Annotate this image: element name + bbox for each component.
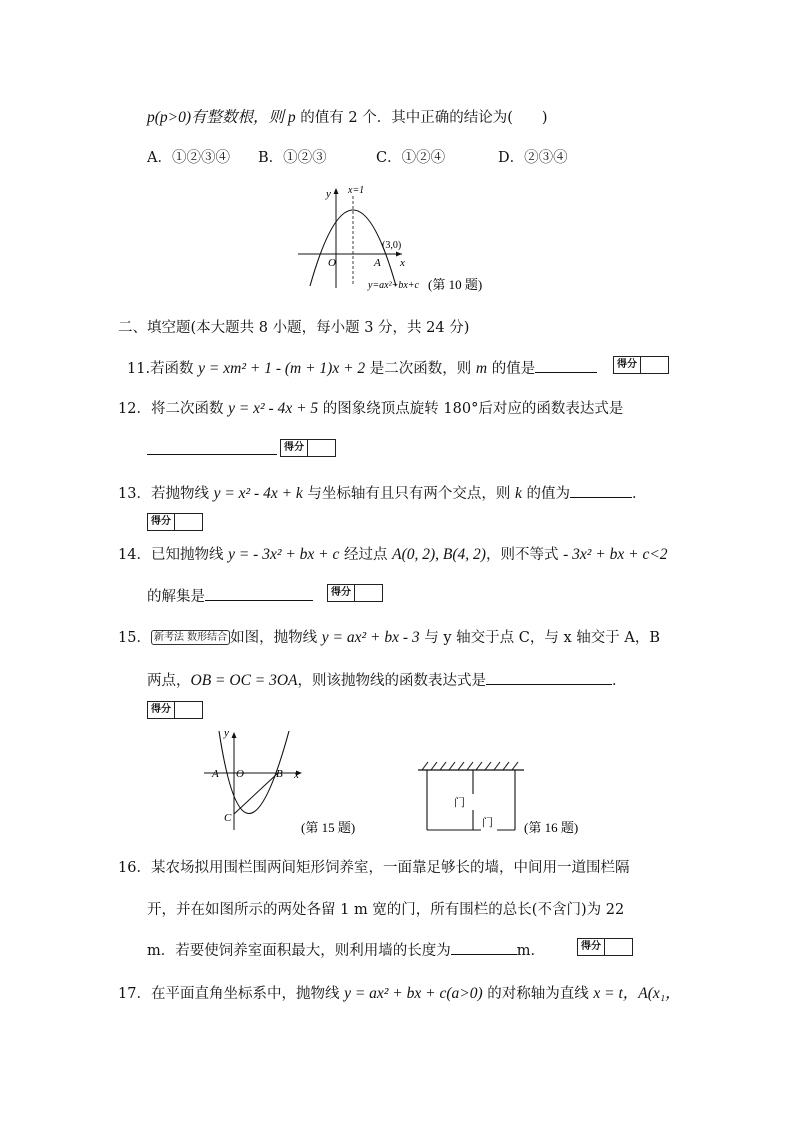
q17-tail: ，A(x₁， <box>622 985 681 1002</box>
q11-formula: y = xm² + 1 - (m + 1)x + 2 <box>198 360 366 377</box>
q15-pre: 如图，抛物线 <box>230 630 322 646</box>
q15-point-b: B <box>276 768 283 780</box>
q15-axis-x-label: x <box>294 769 299 781</box>
q10-tail-post: 的值有 2 个．其中正确的结论为( ) <box>295 110 548 126</box>
q10-x-arrow <box>396 252 402 257</box>
q13-end: ． <box>632 486 647 502</box>
q10-axis-x-label: x <box>400 257 405 269</box>
q10-tail-line <box>147 108 548 128</box>
q14-line2 <box>147 586 313 607</box>
q13-post: 与坐标轴有且只有两个交点，则 <box>302 486 516 502</box>
score-label: 得分 <box>148 702 175 718</box>
q15-line <box>118 628 660 648</box>
q15-end: ． <box>612 673 627 689</box>
q10-tail-mid: (p>0)有整数根，则 <box>154 109 288 126</box>
q13-line <box>118 483 647 504</box>
q16-line3 <box>147 940 545 961</box>
q17-number: 17． <box>118 986 151 1002</box>
q15-point-o: O <box>236 768 244 780</box>
q11-line <box>127 358 597 379</box>
q16-line1-text: 某农场拟用围栏围两间矩形饲养室，一面靠足够长的墙，中间用一道围栏隔 <box>150 860 630 876</box>
q16-line3-text: m．若要使饲养室面积最大，则利用墙的长度为 <box>147 943 451 959</box>
score-label: 得分 <box>281 440 308 456</box>
q14-pre: 已知抛物线 <box>150 547 229 563</box>
q15-axis-y-label: y <box>224 727 229 739</box>
q15-caption: (第 15 题) <box>301 820 356 835</box>
q10-option-b[interactable]: B．①②③ <box>258 150 327 166</box>
q17-post: 的对称轴为直线 <box>482 986 594 1002</box>
score-label: 得分 <box>328 585 355 601</box>
score-cell[interactable] <box>605 939 632 955</box>
q17-pre: 在平面直角坐标系中，抛物线 <box>150 986 345 1002</box>
score-cell[interactable] <box>175 514 202 530</box>
q14-post: 经过点 <box>339 547 393 563</box>
q17-formula: y = ax² + bx + c <box>344 985 447 1002</box>
q14-points: A(0, 2), B(4, 2) <box>392 546 486 563</box>
q10-origin-label: O <box>328 257 336 269</box>
q11-post: 是二次函数，则 <box>365 361 476 377</box>
q14-line <box>118 545 668 565</box>
q14-inequality: - 3x² + bx + c<2 <box>563 546 668 563</box>
q17-line <box>118 984 681 1004</box>
q10-var-p2: p <box>287 109 296 126</box>
q14-score-box[interactable] <box>327 584 383 602</box>
q15-line2 <box>147 670 627 691</box>
q16-wall-hatching <box>422 762 518 770</box>
q12-number: 12． <box>118 401 151 417</box>
q12-line <box>118 399 623 419</box>
score-cell[interactable] <box>355 585 382 601</box>
q10-option-a[interactable]: A．①②③④ <box>147 150 230 166</box>
q14-formula: y = - 3x² + bx + c <box>228 546 340 563</box>
q12-score-box[interactable] <box>280 439 336 457</box>
q13-post2: 的值为 <box>521 486 571 502</box>
score-label: 得分 <box>614 357 641 373</box>
q14-line2-text: 的解集是 <box>147 589 205 605</box>
score-label: 得分 <box>148 514 175 530</box>
q10-var-p: p <box>147 109 155 126</box>
q16-door1-label: 门 <box>454 797 465 809</box>
q10-axis-y-label: y <box>326 188 331 200</box>
q17-axis: x = t <box>593 985 623 1002</box>
section-heading: 二、填空题(本大题共 8 小题，每小题 3 分，共 24 分) <box>118 320 470 336</box>
q15-method-tag: 新考法 数形结合 <box>151 630 230 645</box>
q10-caption: (第 10 题) <box>428 277 483 292</box>
q11-answer-blank[interactable] <box>535 358 597 373</box>
q16-score-box[interactable] <box>577 938 633 956</box>
q13-number: 13． <box>118 486 151 502</box>
q16-number: 16． <box>118 860 151 876</box>
q15-point-a: A <box>212 768 219 780</box>
q14-answer-blank[interactable] <box>205 586 313 601</box>
q12-formula: y = x² - 4x + 5 <box>228 400 319 417</box>
q15-line2-pre: 两点， <box>147 673 191 689</box>
score-cell[interactable] <box>641 357 668 373</box>
q10-equation-label: y=ax²+bx+c <box>368 280 419 291</box>
q10-option-c[interactable]: C．①②④ <box>376 150 446 166</box>
q10-symmetry-label: x=1 <box>348 185 365 196</box>
q10-y-arrow <box>334 188 339 194</box>
score-cell[interactable] <box>308 440 335 456</box>
q15-y-arrow <box>232 732 237 738</box>
q15-number: 15． <box>118 630 151 646</box>
q10-point-a-label: A <box>374 257 381 269</box>
q13-var: k <box>515 485 522 502</box>
q13-pre: 若抛物线 <box>150 486 214 502</box>
q11-pre: 若函数 <box>150 361 199 377</box>
q12-answer-blank[interactable] <box>147 440 277 455</box>
q11-var: m <box>475 360 488 377</box>
q15-score-box[interactable] <box>147 701 203 719</box>
q16-line2: 开，并在如图所示的两处各留 1 m 宽的门，所有围栏的总长(不含门)为 22 <box>147 902 625 918</box>
q15-figure <box>198 726 378 838</box>
q12-pre: 将二次函数 <box>150 401 229 417</box>
q13-score-box[interactable] <box>147 513 203 531</box>
q16-figure <box>414 758 599 840</box>
q15-post: 与 y 轴交于点 C，与 x 轴交于 A，B <box>419 630 660 646</box>
score-cell[interactable] <box>175 702 202 718</box>
q10-point-label: (3,0) <box>382 240 402 251</box>
q12-answer-line <box>147 440 277 461</box>
q17-condition: (a>0) <box>446 985 483 1002</box>
q11-score-box[interactable] <box>613 356 669 374</box>
q11-number: 11. <box>127 361 151 377</box>
q15-line2-post: ，则该抛物线的函数表达式是 <box>297 673 487 689</box>
q16-door2-label: 门 <box>482 817 493 829</box>
q16-unit: m． <box>516 943 545 959</box>
q15-point-c: C <box>224 812 232 824</box>
q16-caption: (第 16 题) <box>524 820 579 835</box>
q11-post2: 的值是 <box>487 361 536 377</box>
q13-answer-blank[interactable] <box>570 483 632 498</box>
q14-post2: ，则不等式 <box>485 547 564 563</box>
q10-option-d[interactable]: D．②③④ <box>498 150 568 166</box>
q15-answer-blank[interactable] <box>486 670 612 685</box>
q13-formula: y = x² - 4x + k <box>213 485 303 502</box>
q10-parabola-figure <box>290 178 520 300</box>
q16-line1 <box>118 858 629 878</box>
score-label: 得分 <box>578 939 605 955</box>
q16-answer-blank[interactable] <box>451 940 517 955</box>
q15-formula: y = ax² + bx - 3 <box>321 629 420 646</box>
q14-number: 14． <box>118 547 151 563</box>
q12-post: 的图象绕顶点旋转 180°后对应的函数表达式是 <box>318 401 624 417</box>
q15-condition: OB = OC = 3OA <box>190 672 298 689</box>
